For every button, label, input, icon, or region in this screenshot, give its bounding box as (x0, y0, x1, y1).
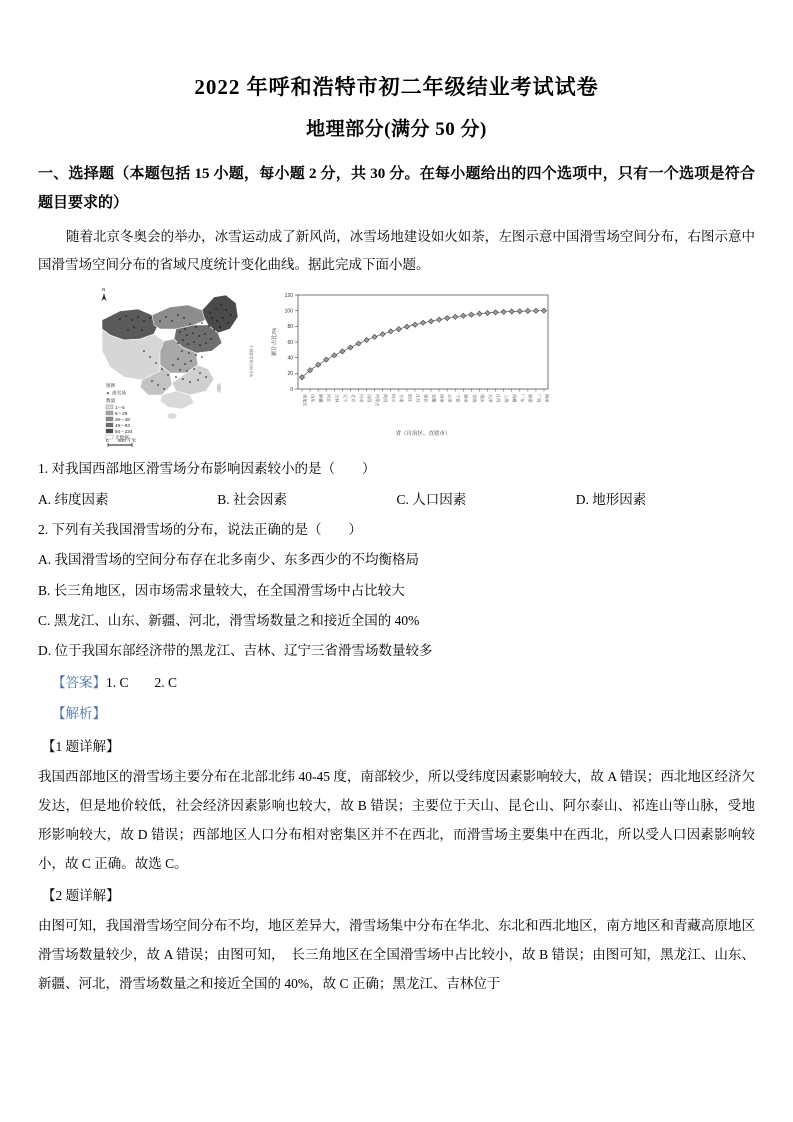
question-2-option-a[interactable]: A. 我国滑雪场的空间分布存在北多南少、东多西少的不均衡格局 (38, 552, 419, 568)
svg-text:宁夏: 宁夏 (455, 394, 461, 403)
svg-text:40: 40 (287, 355, 293, 362)
svg-text:120: 120 (284, 292, 293, 299)
map-side-note: 中国滑雪场空间分布 (249, 345, 253, 378)
svg-text:陕西: 陕西 (383, 394, 389, 403)
question-2-option-c[interactable]: C. 黑龙江、山东、新疆、河北，滑雪场数量之和接近全国的 40% (38, 613, 420, 629)
question-1-option-a[interactable]: A. 纬度因素 (38, 491, 109, 507)
svg-text:天津: 天津 (487, 394, 493, 403)
svg-text:60: 60 (287, 339, 293, 346)
answer-item-1: 1. C (106, 674, 129, 690)
answer-item-2: 2. C (154, 674, 178, 690)
svg-text:湖南: 湖南 (463, 394, 469, 403)
svg-text:1～5: 1～5 (115, 404, 125, 410)
svg-text:图例: 图例 (106, 383, 116, 389)
detail-1-text: 我国西部地区的滑雪场主要分布在北部北纬 40-45 度，南部较少，所以受纬度因素影响较大，故 A 错误；西北地区经济欠发达，但是地价较低，社会经济因素影响也较大，故 B 错误；主要位于天山、昆仑山、阿尔泰山、祁连山等山脉，受地形影响较大，故 D 错误；西部地区人口分布相对密集区并不在西北，而滑雪场主要集中在西北，所以受人口因素影响较小，故 C 正确。故选 C。 (38, 768, 755, 871)
figures-row (38, 285, 755, 450)
page-title: 2022 年呼和浩特市初二年级结业考试试卷 (194, 75, 599, 99)
svg-text:重庆: 重庆 (479, 394, 485, 403)
question-2-text (38, 515, 755, 545)
svg-text:黑龙江: 黑龙江 (302, 394, 308, 407)
svg-text:26～48: 26～48 (115, 416, 130, 422)
svg-text:新疆: 新疆 (318, 394, 324, 403)
question-1-option-c[interactable]: C. 人口因素 (396, 491, 467, 507)
svg-text:贵州: 贵州 (439, 394, 445, 403)
question-1-number: 1. (38, 461, 49, 477)
region-taiwan (217, 383, 222, 393)
china-ski-map-figure (90, 285, 260, 450)
svg-text:累计占比/%: 累计占比/% (272, 327, 278, 357)
svg-text:广西: 广西 (536, 394, 542, 403)
section-heading: 一、选择题（本题包括 15 小题，每小题 2 分，共 30 分。在每小题给出的四个选项中，只有一个选项是符合题目要求的） (38, 166, 755, 212)
svg-text:辽宁: 辽宁 (342, 394, 348, 403)
detail-1-label: 【1 题详解】 (42, 738, 120, 754)
svg-text:100: 100 (284, 308, 293, 315)
svg-text:49～83: 49～83 (115, 422, 130, 428)
svg-text:广东: 广东 (520, 394, 526, 403)
svg-text:20: 20 (287, 371, 293, 378)
svg-text:800 千米: 800 千米 (118, 438, 137, 444)
svg-text:0: 0 (106, 438, 109, 444)
svg-text:吉林: 吉林 (334, 394, 340, 403)
answer-line (38, 667, 755, 698)
question-1-text (38, 454, 755, 484)
svg-text:84～234: 84～234 (115, 428, 133, 434)
svg-text:内蒙古: 内蒙古 (375, 394, 381, 407)
svg-text:N: N (102, 287, 106, 293)
svg-text:河南: 河南 (358, 394, 364, 403)
svg-text:西藏: 西藏 (512, 394, 518, 403)
svg-text:甘肃: 甘肃 (399, 394, 405, 403)
svg-text:山西: 山西 (366, 394, 372, 403)
detail-2-label: 【2 题详解】 (42, 888, 120, 904)
cumulative-share-chart-figure (264, 285, 554, 440)
page-subtitle: 地理部分(满分 50 分) (306, 118, 487, 140)
svg-text:河北: 河北 (326, 394, 332, 403)
svg-text:四川: 四川 (391, 394, 397, 403)
question-1-body: 对我国西部地区滑雪场分布影响因素较小的是（ ） (51, 461, 376, 477)
question-2-number: 2. (38, 521, 49, 537)
svg-text:数量: 数量 (106, 398, 116, 404)
region-hainan (167, 413, 177, 419)
question-2-options (38, 545, 755, 667)
svg-text:山东: 山东 (310, 394, 316, 403)
svg-text:80: 80 (287, 324, 293, 331)
svg-text:省（自治区、直辖市）: 省（自治区、直辖市） (395, 431, 451, 438)
svg-text:江西: 江西 (495, 394, 501, 403)
question-1-option-b[interactable]: B. 社会因素 (217, 491, 288, 507)
svg-text:0: 0 (290, 386, 293, 393)
svg-text:上海: 上海 (504, 394, 510, 403)
question-1-options (38, 485, 755, 515)
svg-text:青海: 青海 (471, 394, 477, 403)
analysis-label: 【解析】 (52, 705, 106, 721)
question-2-body: 下列有关我国滑雪场的分布，说法正确的是（ ） (51, 521, 362, 537)
svg-text:北京: 北京 (350, 394, 356, 403)
question-1-option-d[interactable]: D. 地形因素 (575, 491, 647, 507)
svg-text:海南: 海南 (544, 394, 550, 403)
svg-text:无数据: 无数据 (115, 434, 129, 440)
svg-text:浙江: 浙江 (407, 394, 413, 403)
svg-text:湖北: 湖北 (423, 394, 429, 403)
svg-text:云南: 云南 (447, 394, 453, 403)
svg-text:江苏: 江苏 (415, 394, 421, 403)
svg-text:安徽: 安徽 (431, 394, 437, 403)
analysis-line (38, 698, 755, 729)
detail-2-text: 由图可知，我国滑雪场空间分布不均，地区差异大，滑雪场集中分布在华北、东北和西北地区，南方地区和青藏高原地区滑雪场数量较少，故 A 错误；由图可知， 长三角地区在全国滑雪场中占比较小，故 B 错误；由图可知，黑龙江、山东、新疆、河北，滑雪场数量之和接近全国的 40%，故 C 正确；黑龙江、吉林位于 (38, 918, 755, 992)
question-2-option-b[interactable]: B. 长三角地区，因市场需求量较大，在全国滑雪场中占比较大 (38, 582, 405, 598)
question-2-option-d[interactable]: D. 位于我国东部经济带的黑龙江、吉林、辽宁三省滑雪场数量较多 (38, 643, 433, 659)
question-stem: 随着北京冬奥会的举办，冰雪运动成了新风尚，冰雪场地建设如火如荼，左图示意中国滑雪场空间分布，右图示意中国滑雪场空间分布的省域尺度统计变化曲线。据此完成下面小题。 (38, 228, 755, 272)
answer-label: 【答案】 (52, 674, 106, 690)
svg-text:滑雪场: 滑雪场 (112, 390, 126, 396)
svg-text:福建: 福建 (528, 394, 534, 403)
svg-text:6～25: 6～25 (115, 410, 128, 416)
